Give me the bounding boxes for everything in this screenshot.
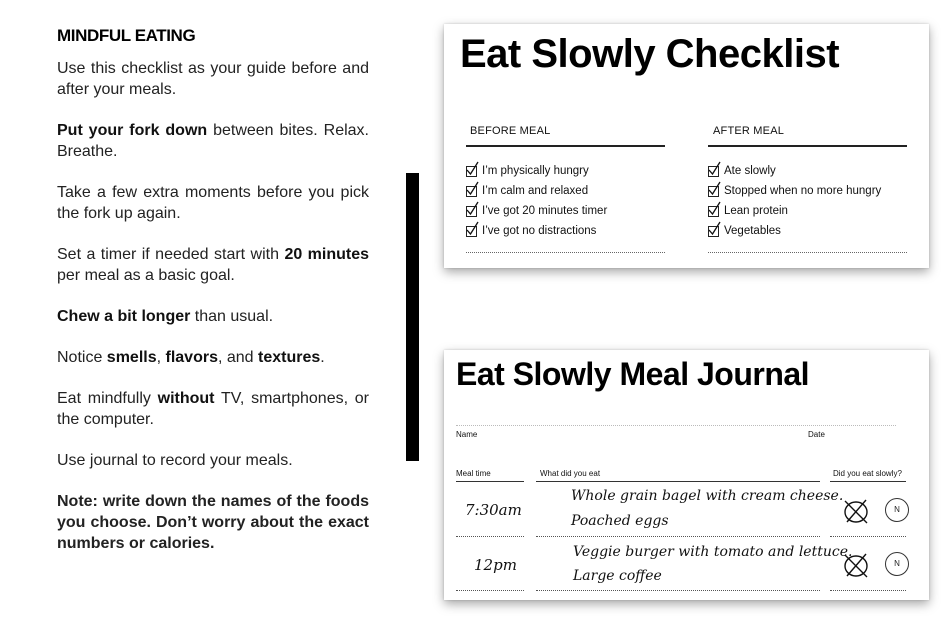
after-meal-list [708,161,881,241]
ate-slowly-header: Did you eat slowly? [833,469,902,478]
checklist-item[interactable]: I’m calm and relaxed [466,181,607,201]
checked-box-icon[interactable] [708,226,719,237]
row-divider [536,536,820,537]
checked-box-icon[interactable] [708,206,719,217]
row-divider [830,590,906,591]
guide-timer-tip: Set a timer if needed start with 20 minutes per meal as a basic goal. [57,246,370,284]
yes-circled-crossed-icon[interactable] [842,551,872,584]
guide-heading: MINDFUL EATING [57,26,196,45]
checked-box-icon[interactable] [466,186,477,197]
no-circle-option[interactable]: N [885,552,909,576]
checklist-item[interactable]: Stopped when no more hungry [708,181,881,201]
meal-time-header: Meal time [456,469,491,478]
food-header: What did you eat [540,469,601,478]
entry-time: 12pm [474,556,517,574]
journal-title: Eat Slowly Meal Journal [456,356,810,392]
time-col-rule [456,481,524,482]
row-divider [456,590,524,591]
checked-box-icon[interactable] [708,166,719,177]
before-meal-heading: BEFORE MEAL [470,125,551,137]
yes-circled-crossed-icon[interactable] [842,497,872,530]
before-meal-rule [466,145,665,147]
checklist-item[interactable]: Ate slowly [708,161,881,181]
checked-box-icon[interactable] [466,226,477,237]
row-divider [830,536,906,537]
mindful-eating-guide [57,26,369,554]
no-circle-option[interactable]: N [885,498,909,522]
guide-moments-tip: Take a few extra moments before you pick the fork up again. [57,184,369,222]
checklist-card [444,24,929,268]
row-divider [456,536,524,537]
entry-food-line: Poached eggs [571,513,669,529]
food-col-rule [536,481,820,482]
guide-intro: Use this checklist as your guide before and after your meals. [57,60,369,98]
checked-box-icon[interactable] [708,186,719,197]
after-meal-rule [708,145,907,147]
checklist-item[interactable]: I’m physically hungry [466,161,607,181]
checklist-item[interactable]: Lean protein [708,201,881,221]
guide-note: Note: write down the names of the foods you choose. Don’t worry about the exact numbers or calories. [57,493,369,552]
checklist-title: Eat Slowly Checklist [460,32,840,76]
meal-journal-card [444,350,929,600]
checklist-item[interactable]: I’ve got no distractions [466,221,607,241]
before-meal-list [466,161,607,241]
divider-bar [406,173,419,461]
checklist-item[interactable]: I’ve got 20 minutes timer [466,201,607,221]
before-meal-dotted-line [466,252,665,253]
guide-chew-tip: Chew a bit longer than usual. [57,308,274,325]
slow-col-rule [830,481,906,482]
checked-box-icon[interactable] [466,166,477,177]
guide-fork-tip: Put your fork down between bites. Relax. Breathe. [57,122,369,160]
date-label: Date [808,430,825,439]
entry-food-line: Veggie burger with tomato and lettuce. [573,544,853,560]
checked-box-icon[interactable] [466,206,477,217]
guide-journal-tip: Use journal to record your meals. [57,452,293,469]
name-date-line [456,425,896,426]
entry-food-line: Large coffee [573,568,662,584]
row-divider [536,590,820,591]
entry-time: 7:30am [465,501,522,519]
checklist-item[interactable]: Vegetables [708,221,881,241]
after-meal-dotted-line [708,252,907,253]
entry-food-line: Whole grain bagel with cream cheese. [571,488,844,504]
guide-notice-tip: Notice smells, flavors, and textures. [57,349,325,366]
name-label: Name [456,430,478,439]
after-meal-heading: AFTER MEAL [713,125,785,137]
guide-distraction-tip: Eat mindfully without TV, smartphones, or the computer. [57,390,369,428]
